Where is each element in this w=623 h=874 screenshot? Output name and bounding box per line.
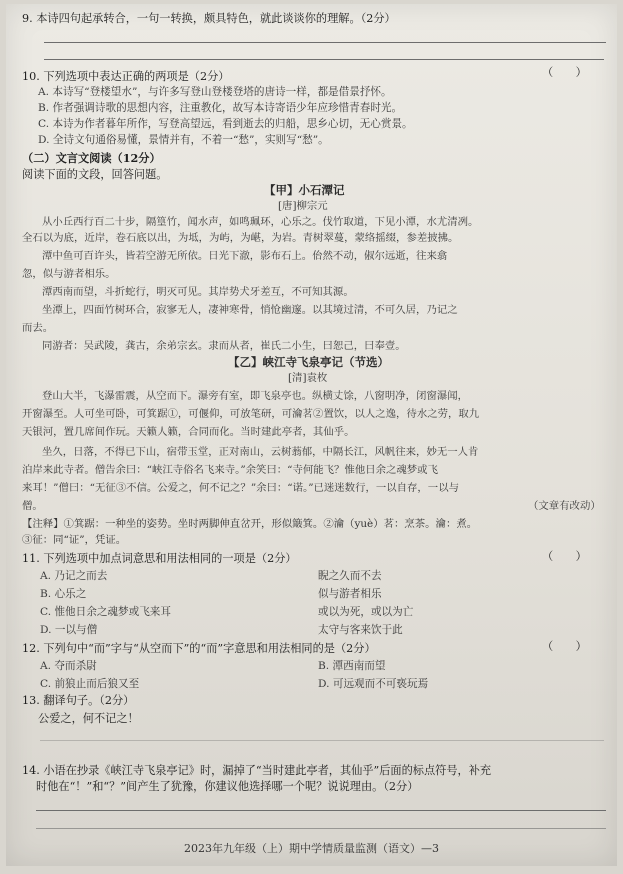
passage-line: 潭西南而望，斗折蛇行，明灭可见。其岸势犬牙差互，不可知其源。 (42, 286, 354, 298)
passage-line: 从小丘西行百二十步，隔篁竹，闻水声，如鸣珮环，心乐之。伐竹取道，下见小潭，水尤清冽。 (42, 216, 479, 228)
option-a: A. 本诗写“登楼望水”，与许多写登山登楼登塔的唐诗一样，都是借景抒怀。 (38, 86, 392, 98)
passage-line: 全石以为底，近岸，卷石底以出，为坻，为屿，为嵁，为岩。青树翠蔓，蒙络摇缀，参差披拂。 (22, 232, 459, 244)
translation-sentence: 公爱之，何不记之！ (38, 712, 139, 725)
answer-line (36, 810, 606, 811)
passage-jia-author: [唐]柳宗元 (278, 200, 328, 212)
option-c: C. 前狼止而后狼又至 (40, 678, 140, 690)
page-footer: 2023年九年级（上）期中学情质量监测（语文）—3 (184, 842, 439, 855)
passage-line: 坐久，日落，不得已下山，宿带玉堂，正对南山，云树蓊郁，中隔长江，风帆往来，妙无一人肯 (42, 446, 479, 458)
option-d-compare: 太守与客来饮于此 (318, 624, 403, 636)
passage-line: 开窗瀑至。人可坐可卧，可箕踞①，可偃仰，可放笔研，可瀹茗②置饮，以人之逸，待水之劳，取九 (22, 408, 480, 420)
passage-line: 同游者：吴武陵，龚古，余弟宗玄。隶而从者，崔氏二小生，曰恕己，曰奉壹。 (42, 340, 406, 352)
answer-line (40, 740, 604, 741)
passage-line: 而去。 (22, 322, 54, 334)
answer-line (44, 59, 604, 60)
passage-line: 来耳！”僧曰：“无征③不信。公爱之，何不记之？”余曰：“诺。”已迷迷数行，一以自存，一以与 (22, 482, 459, 494)
annotation-line: 【注释】①箕踞：一种坐的姿势。坐时两脚伸直岔开，形似簸箕。②瀹（yuè）茗：烹茶。瀹：煮。 (22, 518, 478, 530)
passage-yi-title: 【乙】峡江寺飞泉亭记（节选） (228, 355, 389, 369)
instruction: 阅读下面的文段，回答问题。 (22, 168, 168, 181)
passage-line: 天银河，置几席间作玩。天籁人籁，合同而化。当时建此亭者，其仙乎。 (22, 426, 355, 438)
option-b: B. 潭西南而望 (318, 660, 386, 672)
option-b: B. 作者强调诗歌的思想内容，注重教化，故写本诗寄语少年应珍惜青春时光。 (38, 102, 403, 114)
passage-line: 登山大半，飞瀑雷震，从空而下。瀑旁有室，即飞泉亭也。纵横丈馀，八窗明净，闭窗瀑闻， (42, 390, 469, 402)
answer-paren: （ ） (542, 640, 587, 653)
passage-line: 潭中鱼可百许头，皆若空游无所依。日光下澈，影布石上。佁然不动，俶尔远逝，往来翕 (42, 250, 448, 262)
option-a: A. 乃记之而去 (40, 570, 108, 582)
option-c-compare: 或以为死，或以为亡 (318, 606, 414, 618)
question-11-stem: 11. 下列选项中加点词意思和用法相同的一项是（2分） (22, 552, 297, 565)
answer-paren: （ ） (542, 550, 587, 563)
answer-line (36, 828, 606, 829)
annotation-line: ③征：同“证”，凭证。 (22, 534, 127, 546)
option-d: D. 全诗文句通俗易懂，景情并有，不着一“愁”，实则写“愁”。 (38, 134, 329, 146)
section-heading: （二）文言文阅读（12分） (22, 151, 161, 165)
question-14-line1: 14. 小语在抄录《峡江寺飞泉亭记》时，漏掉了“当时建此亭者，其仙乎”后面的标点符号，补充 (22, 764, 492, 777)
option-c: C. 本诗为作者暮年所作，写登高望远，看到逝去的归船，思乡心切，无心赏景。 (38, 118, 413, 130)
passage-line: 坐潭上，四面竹树环合，寂寥无人，凄神寒骨，悄怆幽邃。以其境过清，不可久居，乃记之 (42, 304, 458, 316)
option-b-compare: 似与游者相乐 (318, 588, 382, 600)
option-d: D. 可远观而不可亵玩焉 (318, 678, 429, 690)
exam-page (6, 4, 617, 866)
passage-line: 忽，似与游者相乐。 (22, 268, 116, 280)
passage-line: 僧。 (22, 500, 43, 512)
option-d: D. 一以与僧 (40, 624, 98, 636)
answer-line (44, 42, 606, 43)
question-14-line2: 时他在“！”和“？”间产生了犹豫，你建议他选择哪一个呢？说说理由。（2分） (36, 780, 419, 793)
passage-jia-title: 【甲】小石潭记 (264, 183, 345, 197)
passage-yi-author: [清]袁枚 (288, 372, 328, 384)
source-note: （文章有改动） (528, 500, 601, 512)
question-10-stem: 10. 下列选项中表达正确的两项是（2分） (22, 70, 230, 83)
option-a: A. 夺而杀尉 (40, 660, 97, 672)
option-a-compare: 睨之久而不去 (318, 570, 382, 582)
passage-line: 泊岸来此寺者。僧告余曰：“峡江寺俗名飞来寺。”余笑曰：“寺何能飞？惟他日余之魂梦或飞 (22, 464, 438, 476)
option-b: B. 心乐之 (40, 588, 87, 600)
option-c: C. 惟他日余之魂梦或飞来耳 (40, 606, 171, 618)
question-12-stem: 12. 下列句中“而”字与“从空而下”的“而”字意思和用法相同的是（2分） (22, 642, 376, 655)
answer-paren: （ ） (542, 66, 587, 79)
question-9: 9. 本诗四句起承转合，一句一转换，颇具特色，就此谈谈你的理解。（2分） (22, 12, 396, 25)
question-13-stem: 13. 翻译句子。（2分） (22, 694, 135, 707)
